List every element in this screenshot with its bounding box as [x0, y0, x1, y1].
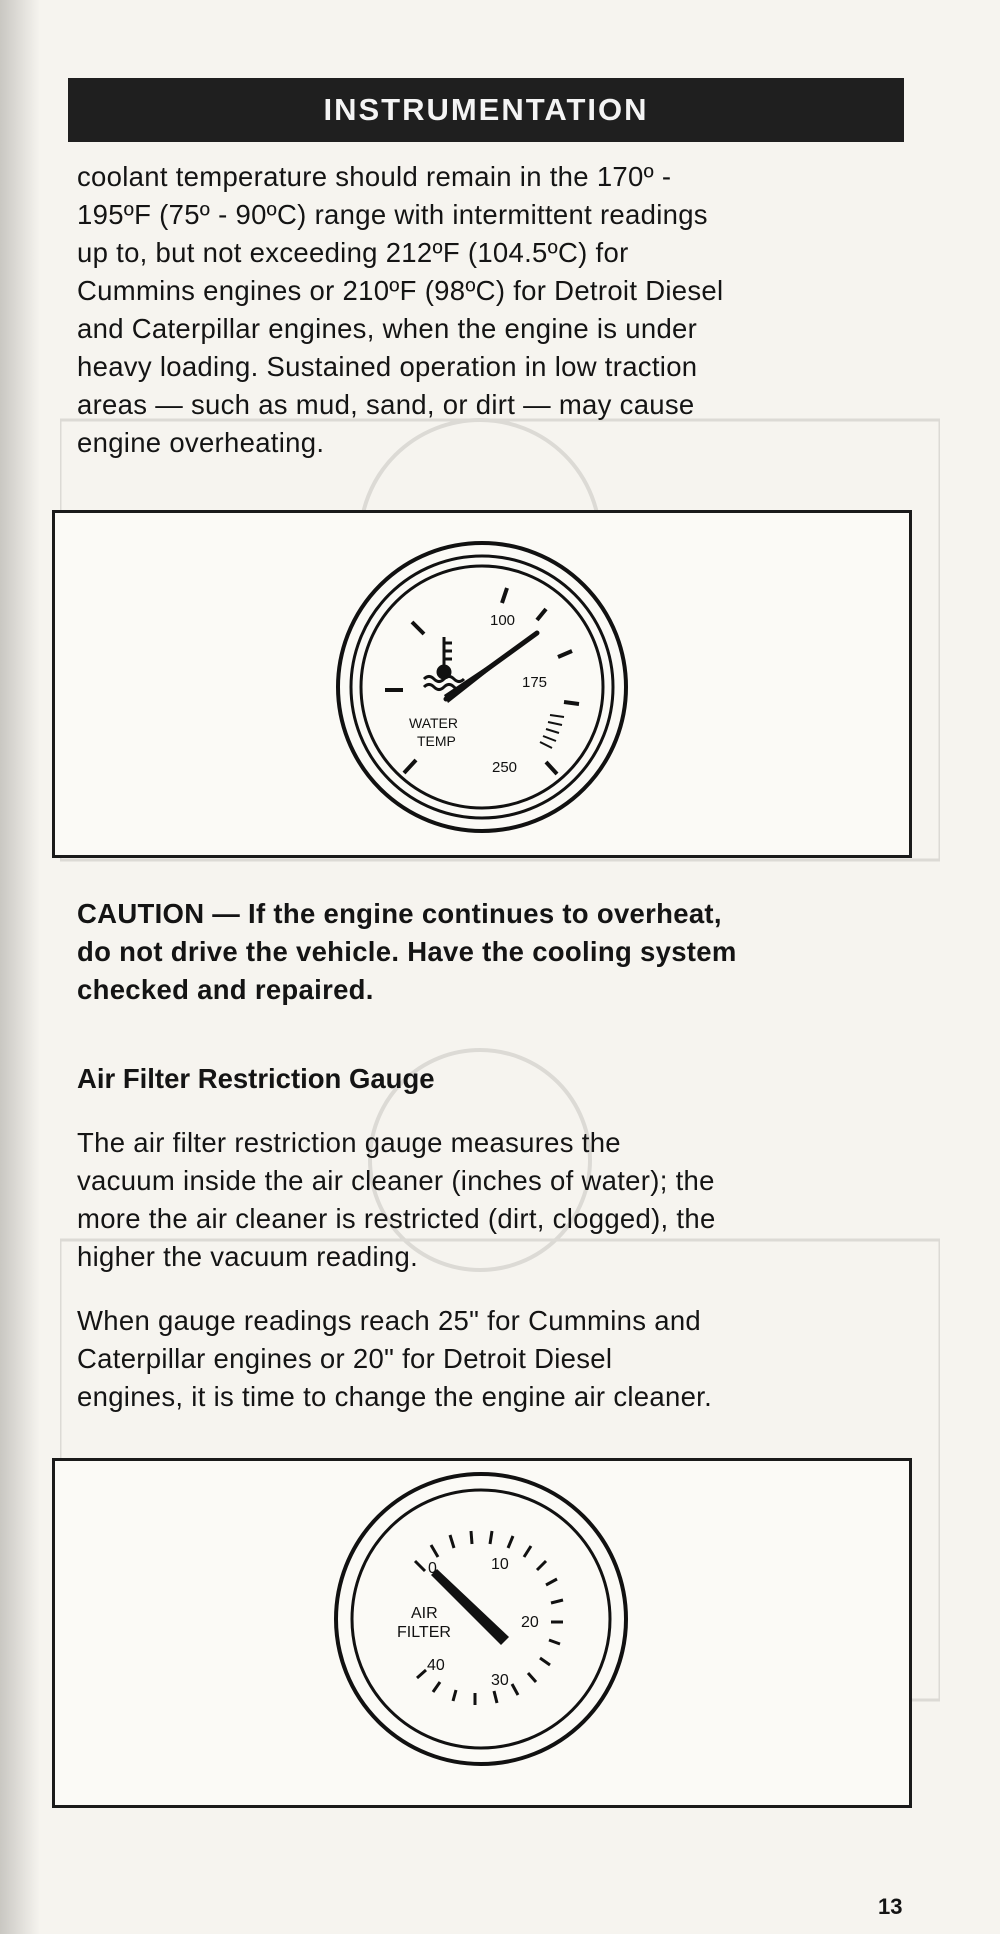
text-line: coolant temperature should remain in the 170º -	[77, 161, 672, 192]
section-header	[68, 78, 904, 142]
tick-label-40: 40	[427, 1657, 445, 1674]
tick-label-250: 250	[492, 759, 518, 776]
text-line: vacuum inside the air cleaner (inches of water); the	[77, 1165, 715, 1196]
tick-label-10: 10	[491, 1556, 509, 1573]
tick-label-175: 175	[522, 674, 548, 691]
text-line: areas — such as mud, sand, or dirt — may cause	[77, 389, 695, 420]
text-line: When gauge readings reach 25" for Cummins and	[77, 1305, 702, 1336]
text-line: engine overheating.	[77, 427, 325, 458]
caution-notice	[77, 895, 892, 1009]
section-title: INSTRUMENTATION	[323, 92, 649, 127]
air-filter-paragraph-1	[77, 1124, 892, 1276]
page-edge-shadow	[0, 0, 40, 1934]
text-line: The air filter restriction gauge measures the	[77, 1127, 621, 1158]
text-line: higher the vacuum reading.	[77, 1241, 419, 1272]
water-temp-gauge	[332, 537, 632, 837]
air-filter-paragraph-2	[77, 1302, 892, 1416]
tick-label-30: 30	[491, 1672, 509, 1689]
tick-label-20: 20	[521, 1614, 539, 1631]
text-line: heavy loading. Sustained operation in low traction	[77, 351, 698, 382]
air-filter-gauge-figure	[52, 1458, 912, 1808]
tick-label-100: 100	[490, 612, 516, 629]
text-line: more the air cleaner is restricted (dirt, clogged), the	[77, 1203, 716, 1234]
text-line: Cummins engines or 210ºF (98ºC) for Detroit Diesel	[77, 275, 724, 306]
text-line: and Caterpillar engines, when the engine is under	[77, 313, 698, 344]
gauge-label-air: AIR	[411, 1605, 438, 1622]
gauge-label-water: WATER	[409, 715, 458, 731]
water-temp-gauge-figure	[52, 510, 912, 858]
caution-line: checked and repaired.	[77, 974, 374, 1005]
caution-line: CAUTION — If the engine continues to overheat,	[77, 898, 722, 929]
section-heading-air-filter: Air Filter Restriction Gauge	[77, 1063, 435, 1094]
tick-label-0: 0	[428, 1560, 437, 1577]
gauge-label-filter: FILTER	[397, 1624, 451, 1641]
caution-line: do not drive the vehicle. Have the cooling system	[77, 936, 737, 967]
text-line: up to, but not exceeding 212ºF (104.5ºC) for	[77, 237, 629, 268]
text-line: engines, it is time to change the engine air cleaner.	[77, 1381, 713, 1412]
text-line: Caterpillar engines or 20" for Detroit Diesel	[77, 1343, 613, 1374]
coolant-temperature-paragraph	[77, 158, 892, 462]
gauge-label-temp: TEMP	[417, 733, 456, 749]
air-filter-gauge	[331, 1469, 631, 1769]
text-line: 195ºF (75º - 90ºC) range with intermittent readings	[77, 199, 708, 230]
page-number: 13	[878, 1894, 903, 1919]
